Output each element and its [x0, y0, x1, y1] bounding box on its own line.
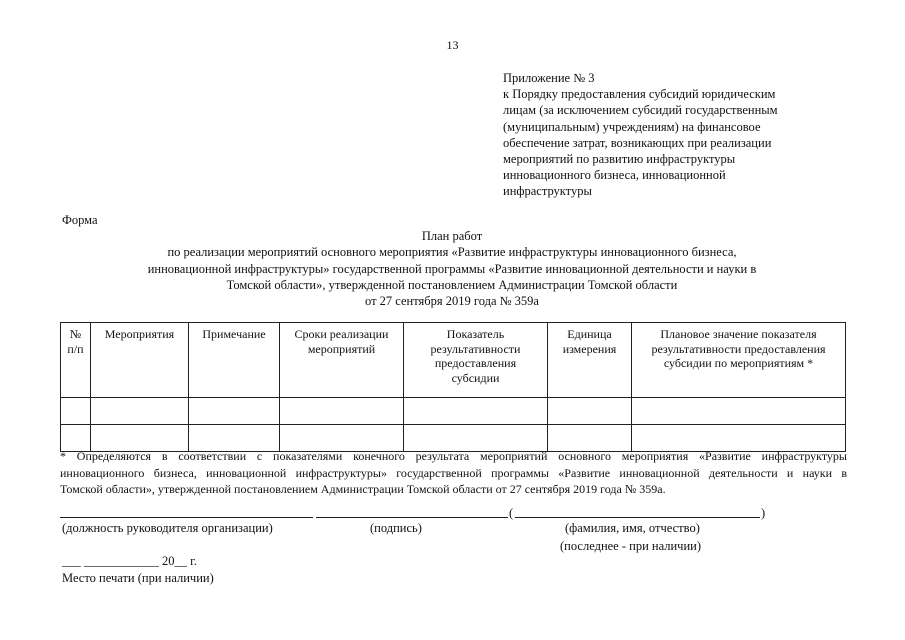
signature-caption: (подпись): [370, 521, 422, 535]
name-signature-line: [515, 517, 760, 518]
header-text: субсидии по мероприятиям *: [663, 356, 814, 370]
table-cell: [280, 398, 404, 425]
appendix-line: Приложение № 3: [503, 71, 595, 85]
page-number: 13: [446, 38, 459, 52]
appendix-line: обеспечение затрат, возникающих при реализации: [503, 135, 772, 150]
appendix-line: мероприятий по развитию инфраструктуры: [503, 152, 736, 167]
header-text: мероприятий: [307, 341, 376, 356]
footnote: [60, 448, 847, 498]
close-parenthesis: ): [761, 506, 766, 520]
header-text: Показатель: [446, 327, 505, 341]
column-header-indicator: [404, 323, 548, 398]
header-text: Плановое значение показателя: [660, 327, 817, 341]
title-line: инновационной инфраструктуры» государственной программы «Развитие инновационной деятельности и науки в: [147, 261, 757, 276]
title-line: Томской области», утвержденной постановлением Администрации Томской области: [226, 277, 678, 292]
name-caption: (фамилия, имя, отчество): [565, 521, 700, 535]
footnote-line: * Определяются в соответствии с показателями конечного результата мероприятий основного мероприятия «Развитие инфраструктуры: [60, 449, 847, 463]
header-text: измерения: [562, 341, 617, 356]
table-cell: [404, 398, 548, 425]
plan-table: [60, 322, 846, 452]
header-text: №: [69, 327, 82, 341]
position-signature-line: [60, 517, 313, 518]
header-text: результативности предоставления: [651, 341, 826, 356]
date-line: ___ ____________ 20__ г.: [62, 554, 197, 568]
column-header-number: [61, 323, 91, 398]
column-header-note: [189, 323, 280, 398]
position-caption: (должность руководителя организации): [62, 521, 273, 535]
column-header-activities: [91, 323, 189, 398]
table-cell: [632, 398, 846, 425]
title-line: по реализации мероприятий основного мероприятия «Развитие инфраструктуры инновационного бизнеса,: [167, 245, 737, 260]
table-cell: [91, 398, 189, 425]
table-cell: [548, 398, 632, 425]
table-cell: [189, 398, 280, 425]
open-parenthesis: (: [509, 506, 514, 520]
appendix-line: инфраструктуры: [503, 184, 592, 199]
appendix-header: [503, 70, 833, 200]
appendix-line: инновационного бизнеса, инновационной: [503, 168, 726, 183]
header-text: Единица: [567, 327, 612, 341]
header-text: Мероприятия: [104, 327, 175, 341]
seal-place: Место печати (при наличии): [62, 571, 214, 585]
column-header-unit: [548, 323, 632, 398]
column-header-planned-value: [632, 323, 846, 398]
header-text: Сроки реализации: [294, 327, 389, 341]
footnote-line: Томской области», утвержденной постановлением Администрации Томской области от 27 сентября 2019 года № 359а.: [60, 482, 666, 496]
header-text: Примечание: [202, 327, 266, 341]
table-row: [61, 398, 846, 425]
document-title: [60, 228, 844, 309]
footnote-line: инновационного бизнеса, инновационной инфраструктуры» государственной программы «Развитие инновационной деятельности и науки в: [60, 465, 847, 480]
header-text: результативности: [430, 341, 521, 356]
form-label: Форма: [62, 213, 98, 227]
appendix-line: (муниципальным) учреждениям) на финансовое: [503, 119, 761, 134]
column-header-deadlines: [280, 323, 404, 398]
appendix-line: к Порядку предоставления субсидий юридическим: [503, 87, 776, 102]
header-text: субсидии: [451, 370, 500, 385]
name-caption-note: (последнее - при наличии): [560, 539, 701, 553]
signature-line: [316, 517, 508, 518]
header-text: предоставления: [434, 356, 517, 370]
header-text: п/п: [67, 341, 84, 356]
appendix-line: лицам (за исключением субсидий государственным: [503, 103, 778, 118]
title-line: План работ: [421, 229, 483, 243]
table-cell: [61, 398, 91, 425]
table-header-row: [61, 323, 846, 398]
title-line: от 27 сентября 2019 года № 359а: [365, 294, 539, 309]
